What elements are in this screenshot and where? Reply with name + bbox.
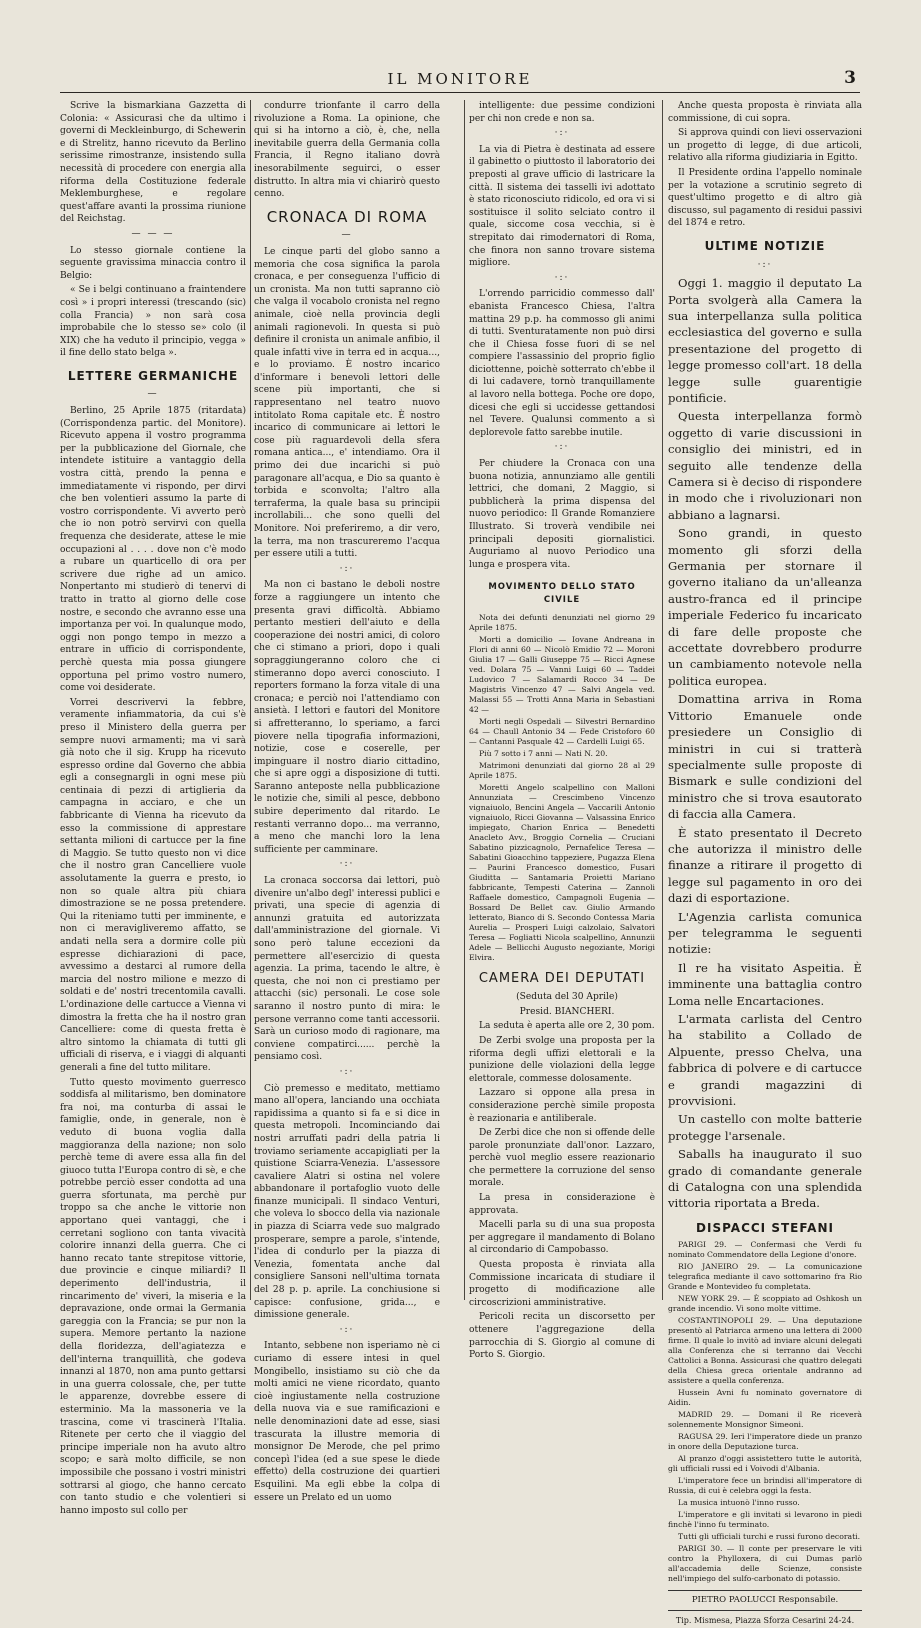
dispatch-item: Tutti gli ufficiali turchi e russi furono decorati. — [678, 1532, 861, 1542]
column-4 — [668, 100, 862, 1626]
civil-record: Morti negli Ospedali — Silvestri Bernardino 64 — Chaull Antonio 34 — Fede Cristoforo 60 — Cantanni Pasquale 42 — Cardelli Luigi 65. — [469, 716, 655, 746]
news-item: L'Agenzia carlista comunica per telegramma le seguenti notizie: — [668, 909, 862, 957]
article-paragraph: Intanto, sebbene non isperiamo nè ci curiamo di essere intesi in quel Mongibello, insistiamo su ciò che da molti amici ne viene ricordato, quanto cioè ingiustamente nella costruzione della nuova via e sue ramificazioni e nelle denominazioni date ad esse, siasi trascurata la illustre memoria di monsignor De Merode, che pel primo concepì l'idea (ed a sue spese le diede effetto) della costruzione dei quartieri Esquilini. Ma egli ebbe la colpa di essere un Prelato ed un uomo — [254, 1341, 440, 1503]
article-paragraph: Per chiudere la Cronaca con una buona notizia, annunziamo alle gentili lettrici, che domani, 2 Maggio, si pubblicherà la prima dispensa del nuovo periodico: Il Grande Romanziere Illustrato. Si troverà vendibile nei principali depositi giornalistici. Auguriamo al nuovo Periodico una lunga e prospera vita. — [469, 459, 655, 570]
page-header — [60, 68, 860, 93]
session-date: (Seduta del 30 Aprile) — [516, 992, 618, 1003]
column-1 — [60, 100, 246, 1516]
article-paragraph: Questa proposta è rinviata alla Commissione incaricata di studiare il progetto di modificazione alle circoscrizioni amministrative. — [469, 1260, 655, 1308]
article-paragraph: Anche questa proposta è rinviata alla commissione, di cui sopra. — [668, 101, 862, 124]
section-title: CAMERA DEI DEPUTATI — [478, 970, 646, 986]
responsible-editor: PIETRO PAOLUCCI Responsabile. — [668, 1590, 862, 1611]
column-rule — [250, 100, 251, 1300]
separator: ·:· — [554, 128, 570, 139]
article-paragraph: Pericoli recita un discorsetto per ottenere l'aggregazione della parrocchia di S. Giorgio al comune di Porto S. Giorgio. — [469, 1312, 655, 1361]
news-item: L'armata carlista del Centro ha stabilito a Collado de Alpuente, presso Chelva, una fabbrica di polvere e di cartucce e grandi magazzini di provvisioni. — [668, 1012, 862, 1109]
newspaper-title: IL MONITORE — [387, 70, 533, 88]
article-paragraph: Lazzaro si oppone alla presa in considerazione perchè simile proposta è reazionaria e antiliberale. — [469, 1088, 655, 1124]
separator: — — [341, 230, 353, 241]
session-president: Presid. BIANCHERI. — [519, 1006, 615, 1017]
article-paragraph: Lo stesso giornale contiene la seguente gravissima minaccia contro il Belgio: — [60, 245, 246, 281]
article-paragraph: Tutto questo movimento guerresco soddisfa al militarismo, ben dominatore fra noi, ma conturba di assai le famiglie, onde, in generale, non è veduto di buona voglia dalla maggioranza della nazione; non solo perchè teme di avere essa alla fin del giuoco tutta l'Europa contro di sè, e che potrebbe perciò esser condotta ad una guerra sfortunata, ma perchè pur troppo sa che anche le vittorie non apportano quei vantaggi, che i cerretani sogliono con tanta vivacità colorire innanzi della guerra. Che ci hanno recato tante strepitose vittorie, due provincie e cinque miliardi? Il deperimento dell'industria, il rincarimento de' viveri, la miseria e la depravazione, onde ormai la Germania gareggia con la Francia; se pur non la supera. Memore pertanto la nazione della floridezza, dell'agiatezza e dell'interna tranquillità, che godeva innanzi al 1870, non ama punto gettarsi in una guerra colossale, che, per tutte le apparenze, dovrebbe essere di esterminio. Ma la massoneria ve la trascina, come vi trascinerà l'Italia. Ritenete per certo che il viaggio del principe imperiale non ha avuto altro scopo; e sarà molto difficile, se non impossibile che possano i vostri ministri sottrarsi al giogo, che hanno cercato con tanto studio e che volentieri si hanno imposto sul collo per — [60, 1077, 246, 1516]
section-title: DISPACCI STEFANI — [696, 1220, 834, 1235]
civil-record: Nota dei defunti denunziati nel giorno 29 Aprile 1875. — [469, 612, 655, 632]
separator: — — [147, 389, 159, 400]
article-paragraph: Vorrei descrivervi la febbre, veramente infiammatoria, da cui s'è preso il Ministero della guerra per sempre nuovi armamenti; ma vi sarà già noto che il sig. Krupp ha ricevuto espresso ordine dal Governo che abbia egli a consegnargli in ogni mese più centinaia di pezzi di artiglieria da campagna in acciaro, e che un fabbricante di Vienna ha ricevuto da esso la commissione di apprestare settanta milioni di cartucce per la fine di Maggio. Se tutto questo non vi dice che il nostro gran Cancelliere vuole assolutamente la guerra e presto, io non so quale altra più chiara dimostrazione se ne possa pretendere. Qui la riteniamo tutti per imminente, e non ci meravigliveremo affatto, se andati nella sera a dormire colle più espresse dichiarazioni di pace, avvessimo a destarci al rumore della marcia del nostro milione e mezzo di soldati e de' nostri trecentomila cavalli. L'ordinazione delle cartucce a Vienna vi dimostra la fretta che ha il nostro gran Cancelliere: come di questa fretta è altro sintomo la chiamata di tutti gli ufficiali di riserva, e i viaggi di alquanti generali a fine del tutto militare. — [60, 697, 246, 1073]
article-paragraph: Ma non ci bastano le deboli nostre forze a raggiungere un intento che presenta gravi difficoltà. Abbiamo pertanto mestieri dell'aiuto e della cooperazione dei nostri amici, di coloro che ci stimano a priori, dopo i quali sopraggiungeranno coloro che ci stimeranno dopo averci conosciuto. I reporters formano la forza vitale di una cronaca; e perciò noi l'attendiamo con ansietà. I lettori e fautori del Monitore si affretteranno, lo speriamo, a farci piovere nella tipografia informazioni, notizie, cose e coserelle, per impinguare il nostro diario cittadino, che si apre oggi a disposizione di tutti. Saranno anteposte nella pubblicazione le notizie che, simili al pesce, debbono subire deperimento dal ritardo. Le restanti verranno dopo... ma verranno, a meno che manchi loro la lena sufficiente per camminare. — [254, 580, 440, 855]
separator: ·:· — [339, 563, 355, 574]
news-item: Il re ha visitato Aspeitia. È imminente una battaglia contro Loma nelle Encartaciones. — [668, 960, 862, 1008]
printer-line: Tip. Mismesa, Piazza Sforza Cesarini 24-24. — [675, 1616, 855, 1626]
separator: — — — — [131, 228, 175, 239]
dispatch-item: L'imperatore fece un brindisi all'imperatore di Russia, di cui è celebra oggi la festa. — [668, 1476, 862, 1496]
article-paragraph: condurre trionfante il carro della rivoluzione a Roma. La opinione, che qui si ha intorno a ciò, è, che, nella inevitabile guerra della Germania colla Francia, il Regno italiano dovrà inesorabilmente seguirci, o esser distrutto. In altra mia vi chiarirò questo cenno. — [254, 101, 440, 200]
dispatch-item: La musica intuonò l'inno russo. — [678, 1498, 800, 1508]
separator: ·:· — [339, 859, 355, 870]
dispatch-item: L'imperatore e gli invitati si levarono in piedi finchè l'inno fu terminato. — [668, 1510, 862, 1530]
dispatch-item: Hussein Avni fu nominato governatore di Aidin. — [668, 1388, 862, 1408]
news-item: Questa interpellanza formò oggetto di varie discussioni in consiglio dei ministri, ed in seguito alle tendenze della Camera si è deciso di rispondere in modo che i rivoluzionari non abbiano a lagnarsi. — [668, 409, 862, 522]
article-paragraph: Ciò premesso e meditato, mettiamo mano all'opera, lanciando una occhiata rapidissima a quanto si fa e si dice in questa metropoli. Incominciando dai nostri arruffati padri della patria li troviamo seriamente accapigliati per la quistione Sciarra-Venezia. L'assessore cavaliere Alatri si ostina nel volere abbandonare il portafoglio vuoto delle finanze municipali. Il sindaco Venturi, che voleva lo sbocco della via nazionale in piazza di Sciarra vede suo malgrado prosperare, sempre a parole, s'intende, l'idea di condurlo per la piazza di Venezia, fomentata anche dal consigliere Sansoni nell'ultima tornata del 28 p. p. aprile. La conchiusione si capisce: confusione, grida..., e dimissione generale. — [254, 1083, 440, 1321]
article-paragraph: La presa in considerazione è approvata. — [469, 1193, 655, 1216]
column-2 — [254, 100, 440, 1503]
article-paragraph: De Zerbi dice che non si offende delle parole pronunziate dall'onor. Lazzaro, perchè vuol meglio essere reazionario che permettere la corruzione del senso morale. — [469, 1128, 655, 1189]
news-item: Sono grandi, in questo momento gli sforzi della Germania per stornare il governo italiano da un'alleanza austro-franca ed il principe imperiale Federico fu incaricato di fare delle proposte che accettate dovrebbero produrre un cambiamento notevole nella politica europea. — [668, 526, 862, 688]
dispatch-item: Al pranzo d'oggi assistettero tutte le autorità, gli ufficiali russi ed i Voivodi d'Albania. — [668, 1454, 862, 1474]
news-item: Un castello con molte batterie protegge l'arsenale. — [668, 1112, 862, 1143]
separator: ·:· — [339, 1324, 355, 1335]
article-paragraph: Berlino, 25 Aprile 1875 (ritardata) (Corrispondenza partic. del Monitore). Ricevuto appena il vostro programma per la pubblicazione del Giornale, che intendete istituire a vantaggio della vostra città, prendo la penna e immediatamente vi rispondo, per dirvi che ben volentieri assumo la parte di vostro corrispondente. Vi avverto però che io non potrò servirvi con quella frequenza che desiderate, attese le mie occupazioni al . . . . dove non c'è modo a rubare un quarticello di ora per scrivere due righe ad un amico. Nonpertanto mi studierò di tenervi di tratto in tratto al giorno delle cose nostre, e secondo che avranno esse una importanza per voi. In qualunque modo, oggi non pongo tempo in mezzo a entrare in ufficio di corrispondente, perchè questa mia possa giungere opportuna pel primo vostro numero, come voi desiderate. — [60, 406, 246, 694]
civil-record: Moretti Angelo scalpellino con Malloni Annunziata — Crescimbeno Vincenzo vignaiuolo, Bencini Angela — Vaccarili Antonio vignaiuolo, Ricci Giovanna — Valsassina Enrico impiegato, Charion Enrica — Benedetti Anacleto Avv., Broggio Cornelia — Cruciani Sabatino pizzicagnolo, Pernafelice Teresa — Sabatini Gioacchino tappeziere, Pugazza Elena — Paurini Francesco domestico, Fusari Giuditta — Santamaria Proietti Mariano fabbricante, Tempesti Caterina — Zannoli Raffaele domestico, Campagnoli Eugenia — Bossard De Bellet cav. Giulio Armando letterato, Bianco di S. Secondo Contessa Maria Aurelia — Prosperi Luigi calzolaio, Salvatori Teresa — Fogliatti Nicola scalpellino, Annunzii Adele — Bellicchi Augusto negoziante, Morigi Elvira. — [469, 782, 655, 962]
column-rule — [662, 100, 663, 1300]
article-paragraph: La seduta è aperta alle ore 2, 30 pom. — [479, 1021, 655, 1032]
dispatch-item: MADRID 29. — Domani il Re riceverà solennemente Monsignor Simeoni. — [668, 1410, 862, 1430]
separator: ·:· — [554, 442, 570, 453]
dispatch-item: RAGUSA 29. Ieri l'imperatore diede un pranzo in onore della Deputazione turca. — [668, 1432, 862, 1452]
article-paragraph: De Zerbi svolge una proposta per la riforma degli uffizi elettorali e la punizione delle violazioni della legge elettorale, commesse dolosamente. — [469, 1035, 655, 1084]
article-paragraph: La via di Pietra è destinata ad essere il gabinetto o piuttosto il laboratorio dei preposti al grave ufficio di lastricare la città. Il sistema dei tasselli ivi adottato è stato riconosciuto ridicolo, ed ora vi si sostituisce il solito selciato contro il quale, siccome cosa vecchia, si è strepitato dai rimodernatori di Roma, che finora non sanno trovare sistema migliore. — [469, 144, 655, 269]
dispatch-item: PARIGI 30. — Il conte per preservare le viti contro la Phylloxera, di cui Dumas parlò all'accademia delle Scienze, consiste nell'impiego del sulfo-carbonato di potassio. — [668, 1544, 862, 1584]
civil-record: Morti a domicilio — Iovane Andreana in Flori di anni 60 — Nicolò Emidio 72 — Moroni Giulia 17 — Galli Giuseppe 75 — Ricci Agnese ved. Dolara 75 — Vanni Luigi 60 — Taddei Ludovico 7 — Salamardi Rocco 34 — De Magistris Vincenzo 47 — Salvi Angela ved. Malassi 55 — Trotti Anna Maria in Sebastiani 42 — — [469, 634, 655, 714]
article-paragraph: intelligente: due pessime condizioni per chi non crede e non sa. — [469, 101, 655, 124]
article-paragraph: Macelli parla su di una sua proposta per aggregare il mandamento di Bolano al circondario di Campobasso. — [469, 1220, 655, 1256]
civil-record: Matrimoni denunziati dal giorno 28 al 29 Aprile 1875. — [469, 760, 655, 780]
section-title: LETTERE GERMANICHE — [67, 368, 239, 383]
dispatch-item: NEW YORK 29. — È scoppiato ad Oshkosh un grande incendio. Vi sono molte vittime. — [668, 1294, 862, 1314]
dispatch-item: PARIGI 29. — Confermasi che Verdi fu nominato Commendatore della Legione d'onore. — [668, 1240, 862, 1260]
news-item: Oggi 1. maggio il deputato La Porta svolgerà alla Camera la sua interpellanza sulla politica ecclesiastica del governo e sulla presentazione del progetto di legge promesso coll'art. 18 della legge sulle guarentigie pontificie. — [668, 276, 862, 405]
news-item: È stato presentato il Decreto che autorizza il ministro delle finanze a ritirare il progetto di legge sul pagamento in oro dei dazi di esportazione. — [668, 825, 862, 906]
article-paragraph: Le cinque parti del globo sanno a memoria che cosa significa la parola cronaca, e per conseguenza l'ufficio di un cronista. Ma non tutti sapranno ciò che valga il vocabolo cronista nel regno animale, cioè nella provincia degli animali ragionevoli. In questa si può definire il cronista un animale anfibio, il quale infatti vive in terra ed in acqua..., e lo proviamo. È nostro incarico d'informare i benevoli lettori delle scene più importanti, che si rappresentano nel teatro nuovo intitolato Roma capitale etc. È nostro incarico di communicare ai lettori le cose più raguardevoli della sfera romana antica..., e' intendiamo. Ora il primo dei due incarichi si può paragonare all'acqua, e Dio sa quanto è torbida e sconvolta; l'altro alla terraferma, la quale basa su principii incrollabili... che sono quelli del Monitore. Noi preferiremo, a dir vero, la terra, ma non trascureremo l'acqua per essere utili a tutti. — [254, 246, 440, 560]
column-3 — [469, 100, 655, 1361]
news-item: Saballs ha inaugurato il suo grado di comandante generale di Catalogna con una splendida vittoria riportata a Breda. — [668, 1147, 862, 1211]
article-paragraph: La cronaca soccorsa dai lettori, può divenire un'albo degl' interessi publici e privati, una specie di agenzia di annunzi gratuita ed autorizzata dall'amministrazione del giornale. Vi sono però talune eccezioni da permettere all'esercizio di questa agenzia. La prima, tacendo le altre, è questa, che noi non ci prestiamo per attacchi (sic) personali. Le cose sole saranno il nostro punto di mira: le persone verranno come tanti accessorii. Sarà un curioso modo di ragionare, ma conviene compatirci...... perchè la pensiamo così. — [254, 876, 440, 1063]
dispatch-item: RIO JANEIRO 29. — La comunicazione telegrafica mediante il cavo sottomarino fra Rio Grande e Montevideo fu completata. — [668, 1262, 862, 1292]
column-rule — [464, 100, 465, 1300]
separator: ·:· — [757, 259, 773, 270]
article-paragraph: « Se i belgi continuano a fraintendere così » i propri interessi (trescando (sic) colla Francia) » non sarà cosa improbabile che lo stesso se» colo (il XIX) che ha veduto il principio, vegga » il fine dello stato belga ». — [60, 285, 246, 359]
page-number: 3 — [844, 68, 856, 88]
news-item: Domattina arriva in Roma Vittorio Emanuele onde presiedere un Consiglio di ministri in cui si tratterà specialmente sulle proposte di Bismark e sulle condizioni del ministro che si trova esautorato di faccia alla Camera. — [668, 692, 862, 822]
separator: ·:· — [339, 1066, 355, 1077]
article-paragraph: Il Presidente ordina l'appello nominale per la votazione a scrutinio segreto di quest'ultimo progetto e di altro già discusso, sul pagamento di residui passivi del 1874 e retro. — [668, 167, 862, 229]
article-paragraph: Si approva quindi con lievi osservazioni un progetto di legge, di due articoli, relativo alla riforma giudiziaria in Egitto. — [668, 128, 862, 164]
section-title: ULTIME NOTIZIE — [704, 238, 826, 253]
civil-record: Più 7 sotto i 7 anni — Nati N. 20. — [479, 748, 608, 758]
section-title: MOVIMENTO DELLO STATO CIVILE — [488, 582, 636, 605]
separator: ·:· — [554, 272, 570, 283]
article-paragraph: L'orrendo parricidio commesso dall' ebanista Francesco Chiesa, l'altra mattina 29 p.p. ha commosso gli animi di tutti. Sventuratamente non può dirsi che il Chiesa fosse fuori di se nel compiere l'assassinio del proprio figlio diciottenne, poichè sotterrato ch'ebbe il di lui cadavere, tornò tranquillamente al lavoro nella bottega. Poche ore dopo, dicesi che egli si uccidesse gettandosi nel Tevere. Qualunsi commento a sì deplorevole fatto sarebbe inutile. — [469, 289, 655, 438]
article-paragraph: Scrive la bismarkiana Gazzetta di Colonia: « Assicurasi che da ultimo i governi di Meckleinburgo, di Schewerin e di Strelitz, hanno ricevuto da Berlino serissime rimostranze, insistendo sulla necessità di procedere con energia alla riforma della Costituzione federale Meklemburghese, e regolare quest'affare avanti la prossima riunione del Reichstag. — [60, 101, 246, 225]
section-title: CRONACA DI ROMA — [266, 207, 428, 226]
dispatch-item: COSTANTINOPOLI 29. — Una deputazione presentò al Patriarca armeno una lettera di 2000 firme. Il quale lo invitò ad inviare alcuni delegati alla Conferenza che si terranno dai Vecchi Cattolici a Bonna. Assicurasi che quattro delegati della Chiesa greca orientale andranno ad assistere a quella conferenza. — [668, 1316, 862, 1386]
